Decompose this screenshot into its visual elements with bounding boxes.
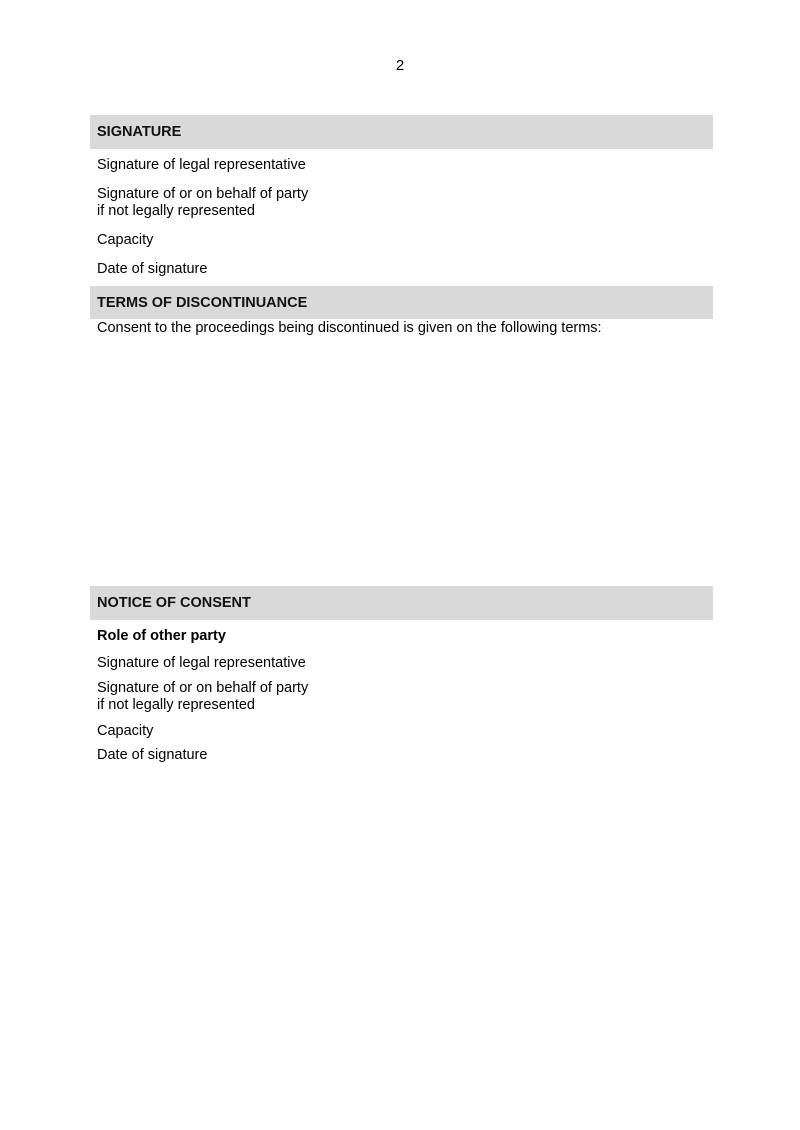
notice-section-header: [90, 586, 713, 620]
notice-legal-representative-signature-label: Signature of legal representative: [97, 655, 306, 671]
legal-representative-signature-label: Signature of legal representative: [97, 157, 306, 173]
party-signature-label: [97, 186, 308, 220]
notice-party-signature-label-line1: Signature of or on behalf of party: [97, 680, 309, 696]
terms-section-title: TERMS OF DISCONTINUANCE: [97, 294, 308, 311]
role-of-other-party-label: Role of other party: [97, 628, 226, 644]
consent-terms-text: Consent to the proceedings being discontinued is given on the following terms:: [97, 320, 602, 336]
notice-capacity-label: Capacity: [97, 723, 154, 739]
date-of-signature-label: Date of signature: [97, 261, 208, 277]
signature-section-header: [90, 115, 713, 149]
notice-date-of-signature-label: Date of signature: [97, 747, 208, 763]
notice-section-title: NOTICE OF CONSENT: [97, 595, 251, 611]
notice-party-signature-label: [97, 680, 308, 714]
party-signature-label-line1: Signature of or on behalf of party: [97, 186, 309, 202]
page-number: 2: [395, 57, 405, 74]
party-signature-label-line2: if not legally represented: [97, 203, 255, 219]
capacity-label: Capacity: [97, 232, 154, 248]
signature-section-title: SIGNATURE: [97, 124, 182, 140]
notice-party-signature-label-line2: if not legally represented: [97, 697, 255, 713]
terms-section-header: [90, 286, 713, 319]
